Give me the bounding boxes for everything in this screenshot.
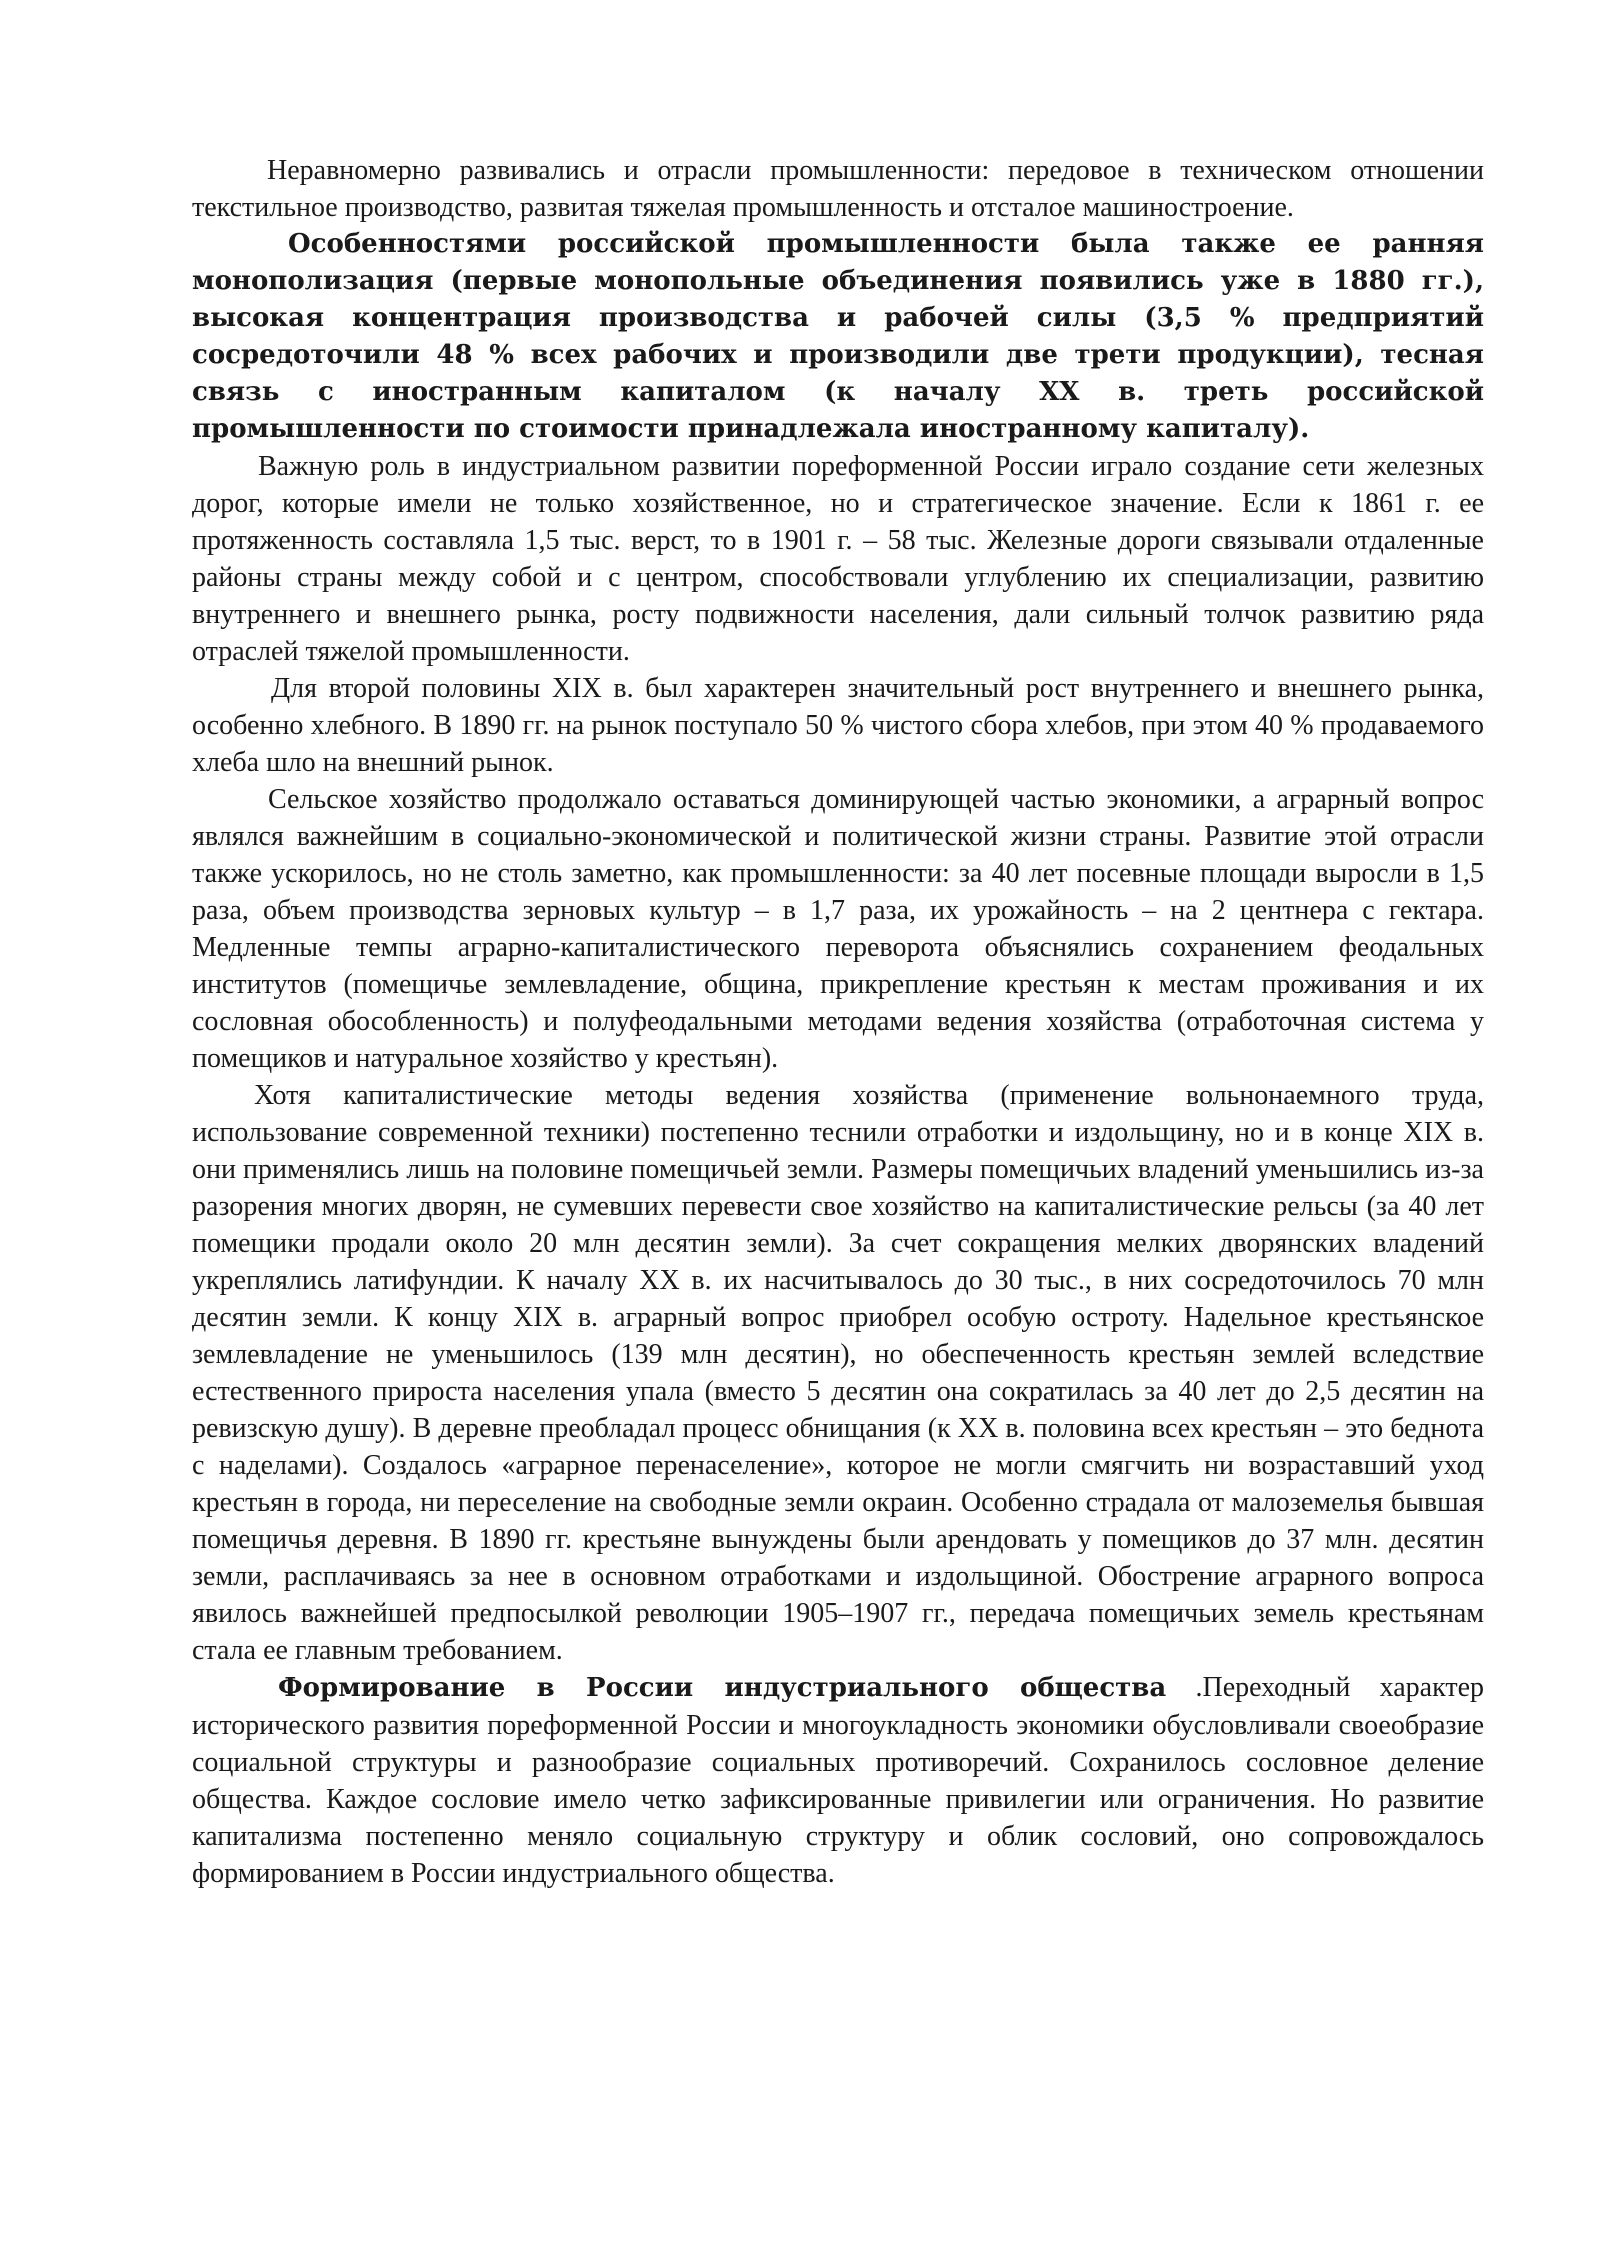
section-lead-heading: Формирование в России индустриального общества: [278, 1673, 1167, 1703]
paragraph-industrial-society: [192, 1669, 1484, 1892]
paragraph-industry-uneven: Неравномерно развивались и отрасли промышленности: передовое в техническом отношении текстильное производство, развитая тяжелая промышленность и отсталое машиностроение.: [192, 155, 1484, 223]
paragraph-industry-features: Особенностями российской промышленности была также ее ранняя монополизация (первые монопольные объединения появились уже в 1880 гг.), высокая концентрация производства и рабочей силы (3,5 % предприятий сосредоточили 48 % всех рабочих и производили две трети продукции), тесная связь с иностранным капиталом (к началу XX в. треть российской промышленности по стоимости принадлежала иностранному капиталу).: [192, 229, 1484, 444]
paragraph-agriculture: Сельское хозяйство продолжало оставаться доминирующей частью экономики, а аграрный вопрос являлся важнейшим в социально-экономической и политической жизни страны. Развитие этой отрасли также ускорилось, но не столь заметно, как промышленности: за 40 лет посевные площади выросли в 1,5 раза, объем производства зерновых культур – в 1,7 раза, их урожайность – на 2 центнера с гектара. Медленные темпы аграрно-капиталистического переворота объяснялись сохранением феодальных институтов (помещичье землевладение, община, прикрепление крестьян к местам проживания и их сословная обособленность) и полуфеодальными методами ведения хозяйства (отработочная система у помещиков и натуральное хозяйство у крестьян).: [192, 784, 1484, 1074]
paragraph-industrial-society-text: .Переходный характер исторического развития пореформенной России и многоукладность экономики обусловливали своеобразие социальной структуры и разнообразие социальных противоречий. Сохранилось сословное деление общества. Каждое сословие имело четко зафиксированные привилегии или ограничения. Но развитие капитализма постепенно меняло социальную структуру и облик сословий, оно сопровождалось формированием в России индустриального общества.: [192, 1672, 1484, 1889]
paragraph-agrarian-question: Хотя капиталистические методы ведения хозяйства (применение вольнонаемного труда, использование современной техники) постепенно теснили отработки и издольщину, но и в конце XIX в. они применялись лишь на половине помещичьей земли. Размеры помещичьих владений уменьшились из-за разорения многих дворян, не сумевших перевести свое хозяйство на капиталистические рельсы (за 40 лет помещики продали около 20 млн десятин земли). За счет сокращения мелких дворянских владений укреплялись латифундии. К началу XX в. их насчитывалось до 30 тыс., в них сосредоточилось 70 млн десятин земли. К концу XIX в. аграрный вопрос приобрел особую остроту. Надельное крестьянское землевладение не уменьшилось (139 млн десятин), но обеспеченность крестьян землей вследствие естественного прироста населения упала (вместо 5 десятин она сократилась за 40 лет до 2,5 десятин на ревизскую душу). В деревне преобладал процесс обнищания (к XX в. половина всех крестьян – это беднота с наделами). Создалось «аграрное перенаселение», которое не могли смягчить ни возраставший уход крестьян в города, ни переселение на свободные земли окраин. Особенно страдала от малоземелья бывшая помещичья деревня. В 1890 гг. крестьяне вынуждены были арендовать у помещиков до 37 млн. десятин земли, расплачиваясь за нее в основном отработками и издольщиной. Обострение аграрного вопроса явилось важнейшей предпосылкой революции 1905–1907 гг., передача помещичьих земель крестьянам стала ее главным требованием.: [192, 1080, 1484, 1666]
paragraph-railways: Важную роль в индустриальном развитии пореформенной России играло создание сети железных дорог, которые имели не только хозяйственное, но и стратегическое значение. Если к 1861 г. ее протяженность составляла 1,5 тыс. верст, то в 1901 г. – 58 тыс. Железные дороги связывали отдаленные районы страны между собой и с центром, способствовали углублению их специализации, развитию внутреннего и внешнего рынка, росту подвижности населения, дали сильный толчок развитию ряда отраслей тяжелой промышленности.: [192, 451, 1484, 667]
paragraph-markets: Для второй половины XIX в. был характерен значительный рост внутреннего и внешнего рынка, особенно хлебного. В 1890 гг. на рынок поступало 50 % чистого сбора хлебов, при этом 40 % продаваемого хлеба шло на внешний рынок.: [192, 673, 1484, 778]
